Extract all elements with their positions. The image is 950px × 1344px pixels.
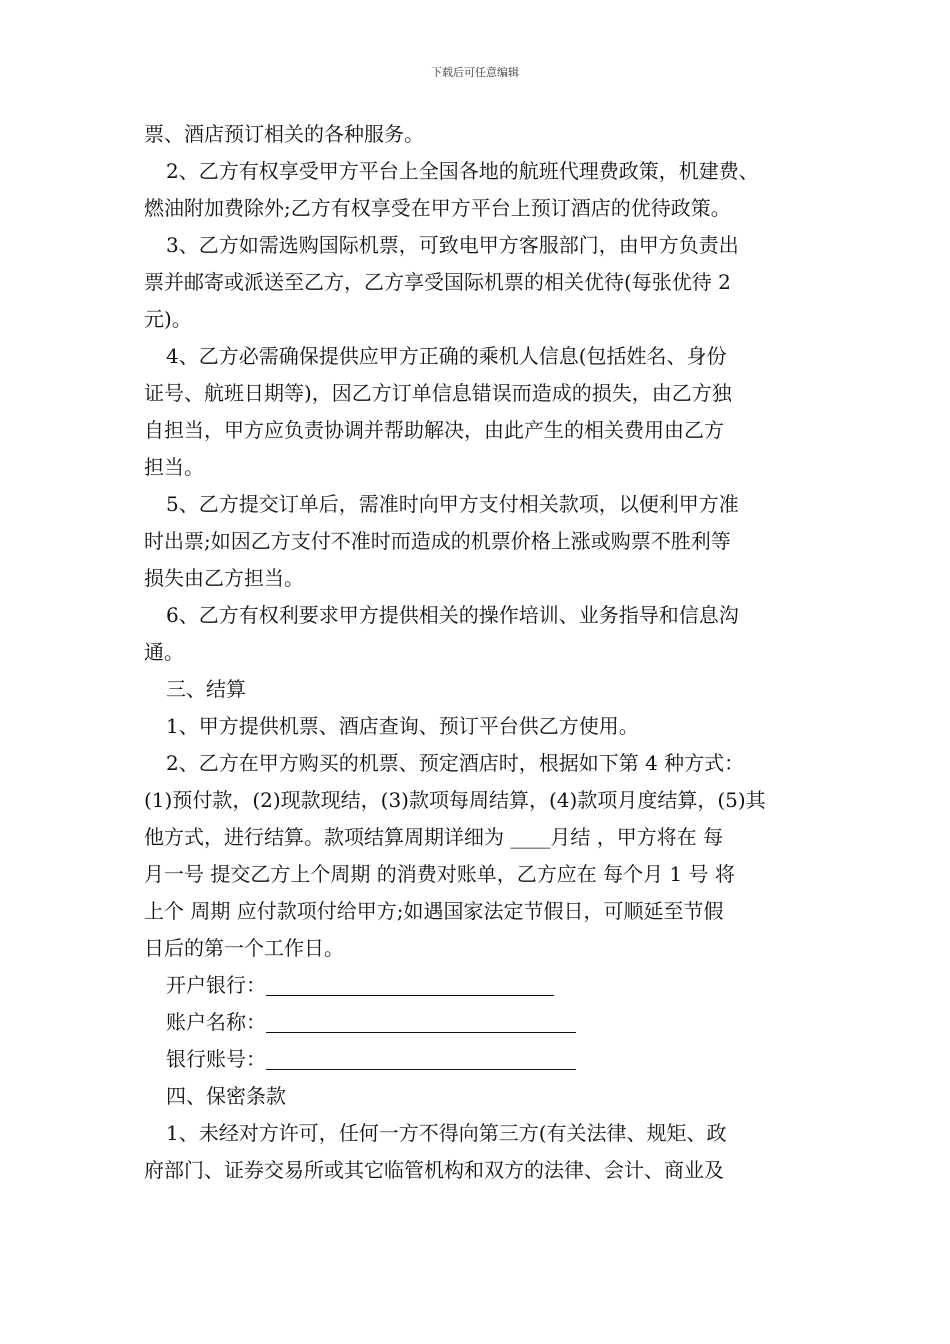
account-number-label: 银行账号：: [166, 1047, 266, 1071]
paragraph-line: 2、乙方在甲方购买的机票、预定酒店时，根据如下第 4 种方式：: [166, 751, 745, 775]
paragraph-line: 票并邮寄或派送至乙方，乙方享受国际机票的相关优待(每张优待 2: [144, 270, 731, 294]
paragraph-line: 3、乙方如需选购国际机票，可致电甲方客服部门，由甲方负责出: [166, 233, 739, 257]
account-name-blank: [266, 1008, 576, 1033]
section-heading: 三、结算: [166, 677, 246, 701]
account-name-label: 账户名称：: [166, 1010, 266, 1034]
paragraph-line: 1、甲方提供机票、酒店查询、预订平台供乙方使用。: [166, 714, 639, 738]
paragraph-line: 时出票;如因乙方支付不准时而造成的机票价格上涨或购票不胜利等: [144, 529, 731, 553]
paragraph-line: 票、酒店预订相关的各种服务。: [144, 122, 424, 146]
account-name-row: [144, 1004, 824, 1041]
paragraph-line: 担当。: [144, 455, 204, 479]
bank-name-blank: [266, 971, 554, 996]
paragraph-line: 日后的第一个工作日。: [144, 936, 344, 960]
paragraph-line: 6、乙方有权利要求甲方提供相关的操作培训、业务指导和信息沟: [166, 603, 739, 627]
paragraph-line: 1、未经对方许可，任何一方不得向第三方(有关法律、规矩、政: [166, 1121, 727, 1145]
section-heading: 四、保密条款: [166, 1084, 286, 1108]
paragraph-line: 自担当，甲方应负责协调并帮助解决，由此产生的相关费用由乙方: [144, 418, 724, 442]
page-header-note: 下载后可任意编辑: [431, 66, 519, 79]
paragraph-line: 4、乙方必需确保提供应甲方正确的乘机人信息(包括姓名、身份: [166, 344, 727, 368]
paragraph-line: 元)。: [144, 307, 192, 331]
bank-name-label: 开户银行：: [166, 973, 266, 997]
paragraph-line: 上个 周期 应付款项付给甲方;如遇国家法定节假日，可顺延至节假: [144, 899, 724, 923]
paragraph-line: 损失由乙方担当。: [144, 566, 304, 590]
bank-name-row: [144, 967, 824, 1004]
paragraph-line: 2、乙方有权享受甲方平台上全国各地的航班代理费政策，机建费、: [166, 159, 759, 183]
account-number-blank: [266, 1045, 576, 1070]
paragraph-line: 通。: [144, 640, 184, 664]
paragraph-line: 府部门、证券交易所或其它临管机构和双方的法律、会计、商业及: [144, 1158, 724, 1182]
paragraph-line: 燃油附加费除外;乙方有权享受在甲方平台上预订酒店的优待政策。: [144, 196, 731, 220]
paragraph-line: 证号、航班日期等)，因乙方订单信息错误而造成的损失，由乙方独: [144, 381, 732, 405]
paragraph-line: (1)预付款，(2)现款现结，(3)款项每周结算，(4)款项月度结算，(5)其: [144, 788, 766, 812]
paragraph-line: 月一号 提交乙方上个周期 的消费对账单，乙方应在 每个月 1 号 将: [144, 862, 735, 886]
paragraph-line: 5、乙方提交订单后，需准时向甲方支付相关款项，以便利甲方准: [166, 492, 739, 516]
paragraph-line: 他方式，进行结算。款项结算周期详细为 ____月结 ，甲方将在 每: [144, 825, 724, 849]
account-number-row: [144, 1041, 824, 1078]
document-body: [144, 116, 824, 1189]
